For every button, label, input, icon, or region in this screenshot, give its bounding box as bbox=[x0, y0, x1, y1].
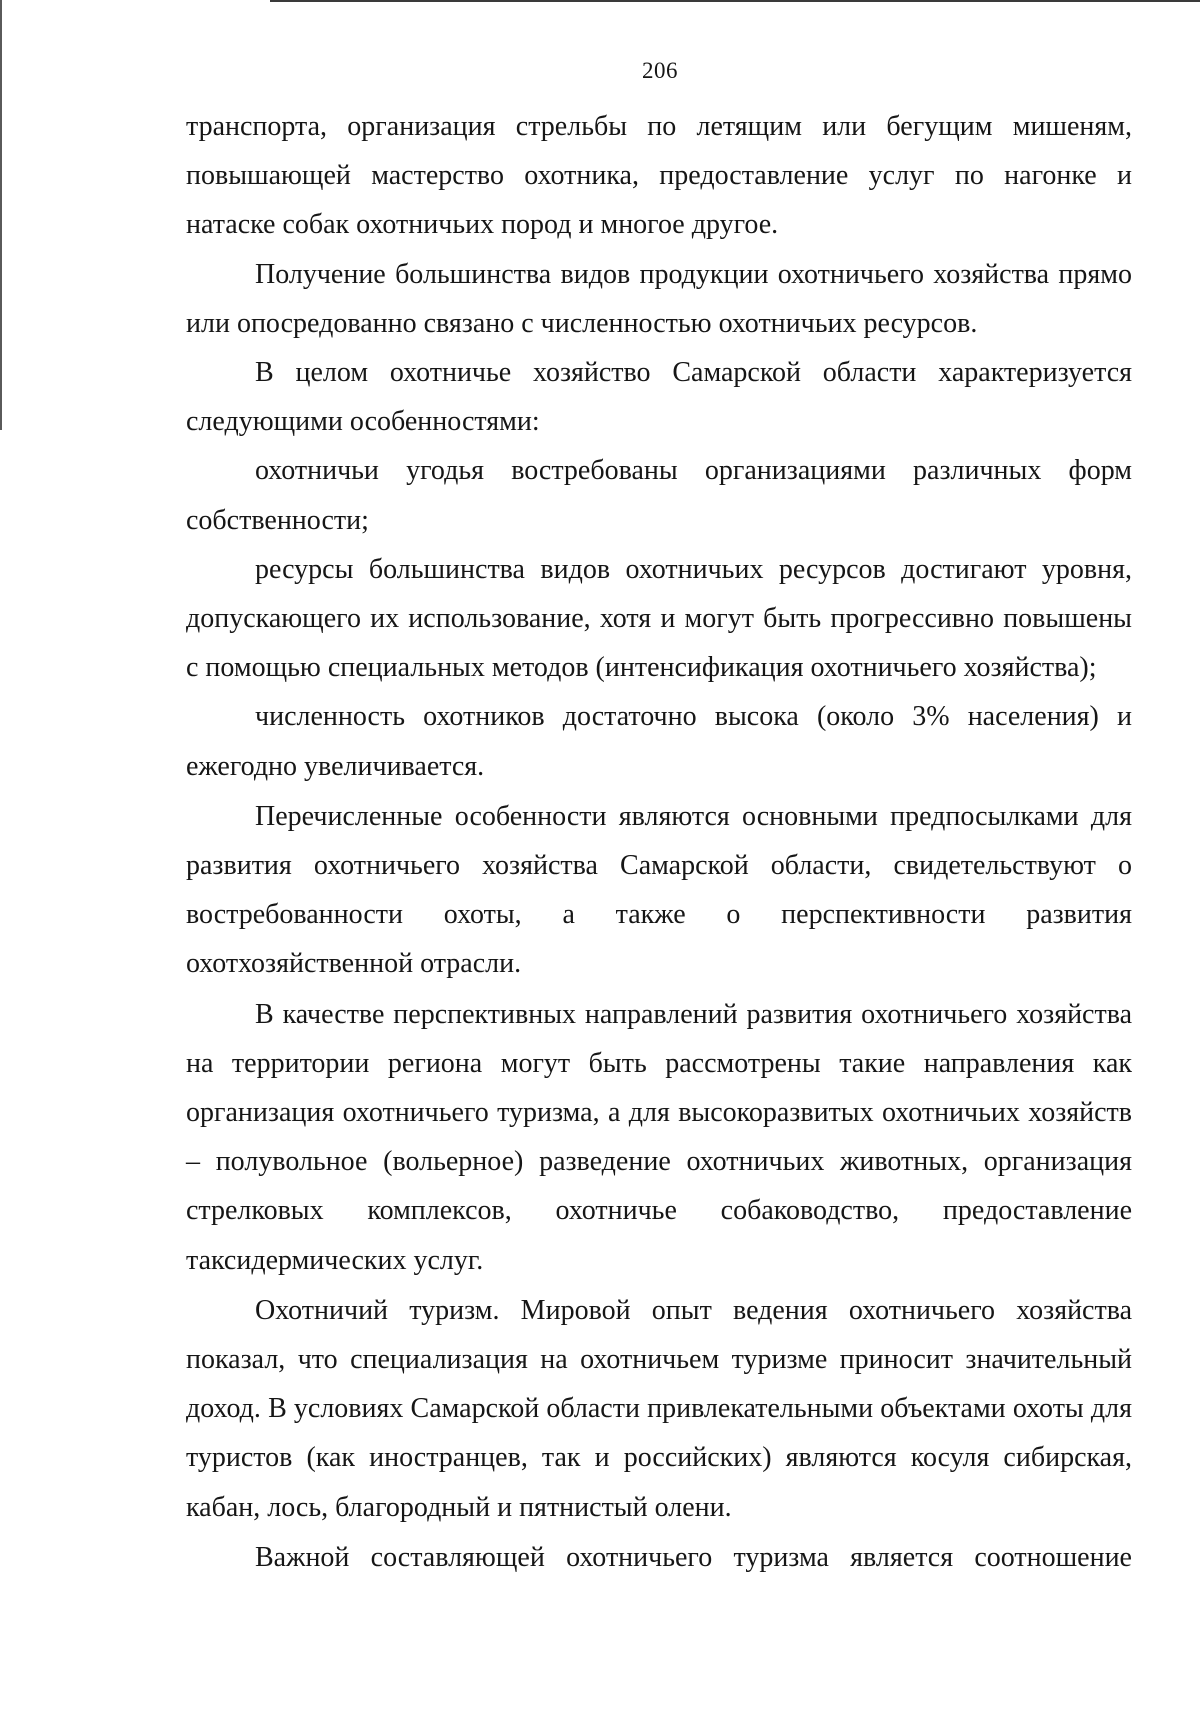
scan-edge-top bbox=[270, 0, 1200, 2]
paragraph-feature-resources: ресурсы большинства видов охотничьих ресурсов достигают уровня, допускающего их использование, хотя и могут быть прогрессивно повышены с помощью специальных методов (интенсификация охотничьего хозяйства); bbox=[186, 553, 1132, 684]
document-body bbox=[186, 102, 1132, 1582]
paragraph-prerequisites: Перечисленные особенности являются основными предпосылками для развития охотничьего хозяйства Самарской области, свидетельствуют о востребованности охоты, а также о перспективности развития охотхозяйственной отрасли. bbox=[186, 800, 1132, 980]
paragraph-directions: В качестве перспективных направлений развития охотничьего хозяйства на территории региона могут быть рассмотрены такие направления как организация охотничьего туризма, а для высокоразвитых охотничьих хозяйств – полувольное (вольерное) разведение охотничьих животных, организация стрелковых комплексов, охотничье собаководство, предоставление таксидермических услуг. bbox=[186, 998, 1132, 1276]
paragraph-tourism-ratio: Важной составляющей охотничьего туризма является соотношение bbox=[255, 1541, 1132, 1573]
page-number: 206 bbox=[642, 58, 678, 83]
paragraph-production: Получение большинства видов продукции охотничьего хозяйства прямо или опосредованно связано с численностью охотничьих ресурсов. bbox=[186, 258, 1132, 339]
paragraph-feature-hunters: численность охотников достаточно высока (около 3% населения) и ежегодно увеличивается. bbox=[186, 701, 1132, 782]
paragraph-features-intro: В целом охотничье хозяйство Самарской области характеризуется следующими особенностями: bbox=[186, 357, 1132, 438]
paragraph-feature-grounds: охотничьи угодья востребованы организациями различных форм собственности; bbox=[186, 455, 1132, 536]
paragraph-continuation: транспорта, организация стрельбы по летящим или бегущим мишеням, повышающей мастерство охотника, предоставление услуг по нагонке и натаске собак охотничьих пород и многое другое. bbox=[186, 111, 1132, 241]
paragraph-hunting-tourism: Охотничий туризм. Мировой опыт ведения охотничьего хозяйства показал, что специализация на охотничьем туризме приносит значительный доход. В условиях Самарской области привлекательными объектами охоты для туристов (как иностранцев, так и российских) являются косуля сибирская, кабан, лось, благородный и пятнистый олени. bbox=[186, 1294, 1132, 1523]
